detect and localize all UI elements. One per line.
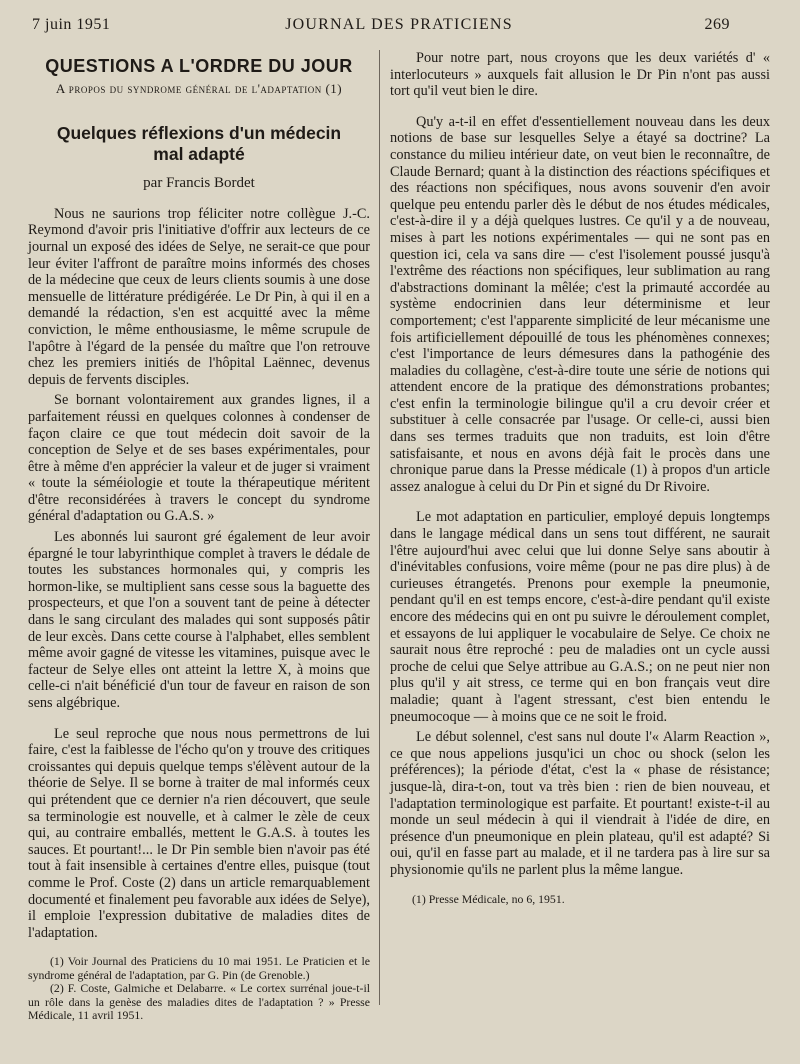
headline-line-2: mal adapté: [153, 144, 245, 165]
right-column: [390, 50, 770, 906]
paragraph: Qu'y a-t-il en effet d'essentiellement nouveau dans les deux notions de base sur lesquelles Selye a étayé sa doctrine? La constance du milieu intérieur date, on veut bien le reconnaître, de Claude Bernard; quant à la distinction des réactions spécifiques et des réactions non spécifiques, nous avons souvenir d'en avoir quelque peu entendu parler dès le début de nos études médicales, c'est-à-dire il y a déjà quelques lustres. Ce qu'il y a de nouveau, mises à part les notions expérimentales — qui ne sont pas en question ici, cela va sans dire — c'est l'isolement poussé jusqu'à l'extrême des réactions non spécifiques, leur sublimation au rang d'abstractions dominant la mêlée; c'est la primauté accordée au système endocrinien dans leur déterminisme et leur comportement; c'est l'apparente simplicité de leur mécanisme une fois artificiellement dépouillé de tous les phénomènes connexes; c'est l'importance de leurs démesures dans la pathogénie des maladies du collagène, c'est-à-dire toute une série de notions qui attendent encore de la pratique des démonstrations probantes; c'est enfin la terminologie bilingue qu'il a cru devoir créer et substituer à celle consacrée par l'usage. Or celle-ci, aussi bien dans ses termes traduits que non traduits, est loin d'être satisfaisante, et nous en avons déjà fait le procès dans une chronique parue dans la Presse médicale (1) à propos d'un article assez analogue à celui du Dr Pin et signé du Dr Rivoire.: [390, 113, 770, 495]
article-headline: [28, 123, 370, 165]
article-columns: [28, 50, 772, 1064]
left-column: [28, 50, 370, 1023]
byline: par Francis Bordet: [143, 175, 255, 192]
paragraph: Le mot adaptation en particulier, employé depuis longtemps dans le langage médical dans un sens tout différent, ne saurait l'être aujourd'hui avec celui que lui donne Selye sans aboutir à d'inévitables confusions, voire même (pour ne pas dire plus) à de curieuses étrangetés. Prenons pour exemple la pneumonie, pendant qu'il en est temps encore, c'est-à-dire pendant qu'il existe encore des médecins qui en ont pu suivre le déroulement complet, et essayons de lui appliquer le vocabulaire de Selye. Ce choix ne saurait nous être reproché : peu de maladies ont un cycle aussi proche de celui que Selye attribue au G.A.S.; on ne peut nier non plus qu'il y ait stress, ce terme qui en bon français veut dire maladie; quant à l'agent stressant, c'est bien entendu le pneumocoque — à moins que ce ne soit le froid.: [390, 509, 770, 725]
footnote: (1) Voir Journal des Praticiens du 10 mai 1951. Le Praticien et le syndrome général de l'adaptation, par G. Pin (de Grenoble.): [28, 954, 370, 982]
paragraph: Pour notre part, nous croyons que les deux variétés d' « interlocuteurs » auxquels fait allusion le Dr Pin n'ont pas aussi tort qu'il veut bien le dire.: [390, 50, 770, 100]
column-divider: [379, 50, 380, 1005]
section-kicker: QUESTIONS A L'ORDRE DU JOUR: [45, 56, 353, 76]
issue-date: 7 juin 1951: [32, 16, 111, 33]
footnote: (2) F. Coste, Galmiche et Delabarre. « Le cortex surrénal joue-t-il un rôle dans la genèse des maladies dites de l'adaptation ? » Presse Médicale, 11 avril 1951.: [28, 981, 370, 1023]
paragraph: Le début solennel, c'est sans nul doute l'« Alarm Reaction », ce que nous appelions jusqu'ici un choc ou shock (selon les préférences); la période d'état, c'est la « phase de résistance; jusque-là, dira-t-on, tout va très bien : rien de bien nouveau, et l'adaptation terminologique est parfaite. Et pourtant! existe-t-il au monde un seul médecin à qui il viendrait à l'idée de dire, en présence d'un pneumonique en plein plateau, qu'il est adapté? Si oui, qu'il en fasse part au malade, et il ne tardera pas à lire sur sa physionomie qu'ils ne parlent plus la même langue.: [390, 729, 770, 878]
page-number: 269: [704, 16, 730, 33]
section-subtitle: A propos du syndrome général de l'adaptation (1): [55, 80, 343, 96]
paragraph: Le seul reproche que nous nous permettrons de lui faire, c'est la faiblesse de l'écho qu'on y trouve des critiques croissantes qui depuis quelque temps s'élèvent autour de la théorie de Selye. Il se borne à traiter de mal informés ceux qui prétendent que ce dernier n'a rien découvert, que seule sa terminologie est nouvelle, et à calmer le zèle de ceux qui, au contraire emballés, mettent le G.A.S. à toutes les sauces. Et pourtant!... le Dr Pin semble bien n'avoir pas été tout à fait insensible à certaines d'entre elles, puisque (tout comme le Prof. Coste (2) dans un article remarquablement documenté et finalement peu favorable aux idées de Selye), il emploie l'expression dubitative de maladies dites de l'adaptation.: [28, 725, 370, 941]
footnotes: [28, 955, 370, 1023]
footnotes-right: [390, 893, 770, 907]
headline-line-1: Quelques réflexions d'un médecin: [56, 123, 342, 144]
paragraph: Nous ne saurions trop féliciter notre collègue J.-C. Reymond d'avoir pris l'initiative d'offrir aux lecteurs de ce journal un exposé des idées de Selye, ne serait-ce que pour leur éviter l'affront de paraître moins informés des choses de la médecine que ceux de leurs clients soumis à une dose mensuelle de littérature prédigérée. Le Dr Pin, à qui il en a demandé la rédaction, s'en est acquitté avec la même conviction, le même enthousiasme, le même scrupule de l'apôtre à l'égard de la pensée du maître que l'on retrouve chez les premiers initiés de l'hôpital Laënnec, devenus depuis de fervents disciples.: [28, 205, 370, 388]
paragraph: Les abonnés lui sauront gré également de leur avoir épargné le tour labyrinthique complet à travers le dédale de toutes les substances hormonales qui, y compris les hormon-like, se multiplient sans cesse sous la baguette des prospecteurs, et que l'on a souvent tant de peine à détecter dans le sang circulant des malades qui sont supposés pâtir de leur excès. Dans cette course à l'alphabet, elles semblent même avoir gagné de vitesse les vitamines, puisque avec le facteur de Selye elles ont atteint la lettre X, à moins que celle-ci n'ait bénéficié d'un tour de faveur en raison de son sens algébrique.: [28, 529, 370, 711]
page-header: [28, 14, 770, 38]
footnote: (1) Presse Médicale, no 6, 1951.: [412, 891, 565, 906]
journal-title: JOURNAL DES PRATICIENS: [285, 16, 513, 33]
paragraph: Se bornant volontairement aux grandes lignes, il a parfaitement réussi en quelques colonnes à condenser de façon claire ce que tout médecin doit savoir de la conception de Selye et de ses bases expérimentales, pour être à même d'en apprécier la valeur et de juger si vraiment « toute la séméiologie et toute la thérapeutique méritent d'être reconsidérées à travers le concept du syndrome général d'adaptation ou G.A.S. »: [28, 392, 370, 525]
